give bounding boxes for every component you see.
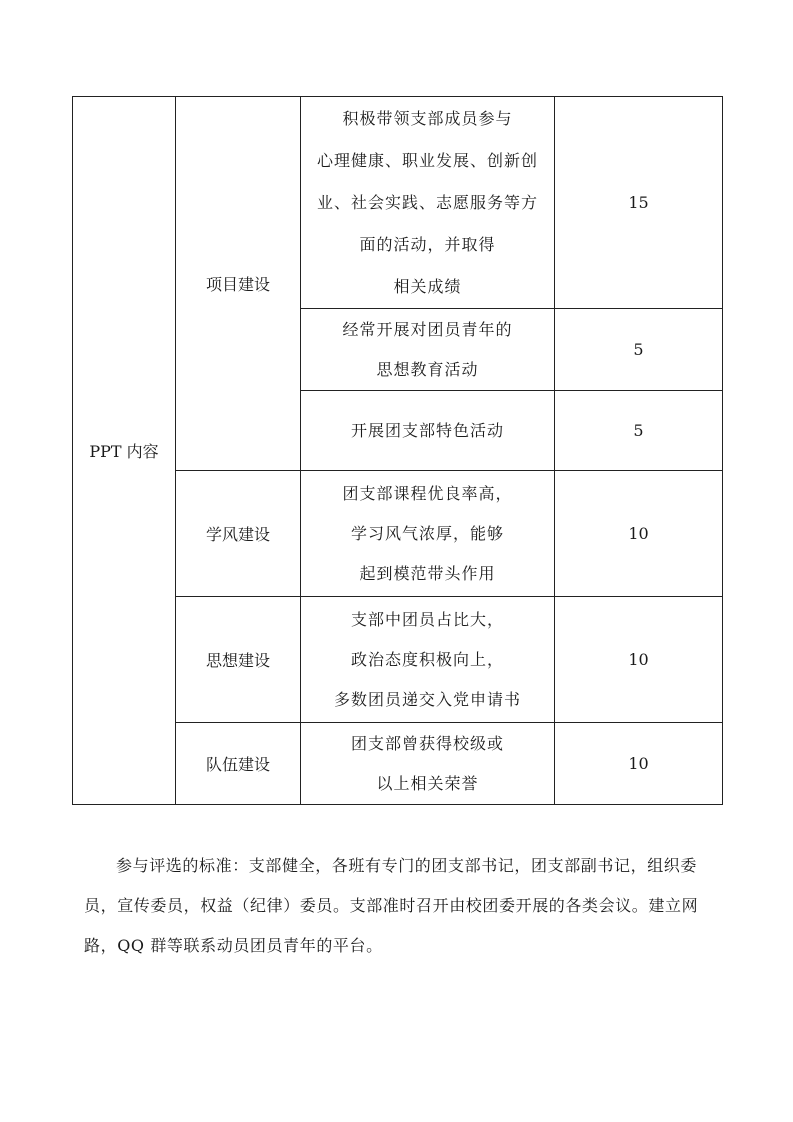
scoring-table: [72, 96, 723, 805]
criterion-cell: 开展团支部特色活动: [301, 391, 555, 471]
score-cell: 10: [555, 471, 723, 597]
section-cell: 队伍建设: [176, 723, 301, 805]
criterion-cell: 支部中团员占比大， 政治态度积极向上， 多数团员递交入党申请书: [301, 597, 555, 723]
score-cell: 15: [555, 97, 723, 309]
section-cell: 项目建设: [176, 97, 301, 471]
section-cell: 学风建设: [176, 471, 301, 597]
score-cell: 5: [555, 309, 723, 391]
category-cell: PPT 内容: [73, 97, 176, 805]
criterion-cell: 团支部课程优良率高， 学习风气浓厚，能够 起到模范带头作用: [301, 471, 555, 597]
criterion-cell: 经常开展对团员青年的 思想教育活动: [301, 309, 555, 391]
score-cell: 10: [555, 723, 723, 805]
section-cell: 思想建设: [176, 597, 301, 723]
criterion-cell: 团支部曾获得校级或 以上相关荣誉: [301, 723, 555, 805]
score-cell: 5: [555, 391, 723, 471]
score-cell: 10: [555, 597, 723, 723]
table-row: [73, 97, 723, 309]
criterion-cell: 积极带领支部成员参与 心理健康、职业发展、创新创 业、社会实践、志愿服务等方 面的活动，并取得 相关成绩: [301, 97, 555, 309]
criteria-paragraph: 参与评选的标准：支部健全，各班有专门的团支部书记，团支部副书记，组织委员，宣传委员，权益（纪律）委员。支部准时召开由校团委开展的各类会议。建立网路，QQ 群等联系动员团员青年的平台。: [84, 856, 699, 955]
